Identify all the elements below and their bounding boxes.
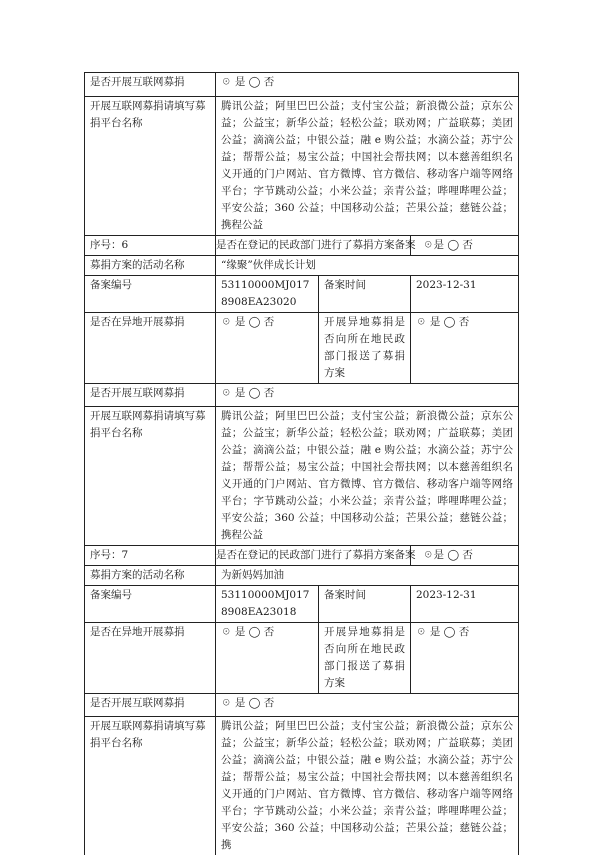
record-number-label: 备案编号 [85,586,216,623]
online-fundraising-label: 是否开展互联网募捐 [85,73,216,97]
record-time-value: 2023-12-31 [411,276,519,313]
platform-name-label: 开展互联网募捐请填写募捐平台名称 [85,717,216,855]
sequence-number: 序号：6 [85,236,216,256]
offsite-fundraising-value: ☉ 是 ◯ 否 [216,623,319,694]
record-number-value: 53110000MJ0178908EA23020 [216,276,319,313]
activity-name-value: 为新妈妈加油 [216,566,519,586]
online-fundraising-value: ☉ 是 ◯ 否 [216,73,519,97]
platform-name-label: 开展互联网募捐请填写募捐平台名称 [85,407,216,546]
platform-name-value: 腾讯公益；阿里巴巴公益；支付宝公益；新浪微公益；京东公益；公益宝；新华公益；轻松公益；联劝网；广益联募；美团公益；滴滴公益；中银公益；融 e 购公益；水滴公益；苏宁公益；帮帮公益；易宝公益；中国社会帮扶网；以本慈善组织名义开通的门户网站、官方微博、官方微信、移动客户端等网络平台；字节跳动公益；小米公益；亲青公益；哔哩哔哩公益；平安公益；360 公益；中国移动公益；芒果公益；慈链公益；携程公益 [216,407,519,546]
record-number-label: 备案编号 [85,276,216,313]
record-time-value: 2023-12-31 [411,586,519,623]
online-fundraising-label: 是否开展互联网募捐 [85,384,216,407]
activity-name-label: 募捐方案的活动名称 [85,566,216,586]
plan-filed-value: ☉是 ◯ 否 [411,546,519,566]
plan-filed-value: ☉是 ◯ 否 [411,236,519,256]
offsite-fundraising-value: ☉ 是 ◯ 否 [216,313,319,384]
record-time-label: 备案时间 [319,276,411,313]
platform-name-value: 腾讯公益；阿里巴巴公益；支付宝公益；新浪微公益；京东公益；公益宝；新华公益；轻松公益；联劝网；广益联募；美团公益；滴滴公益；中银公益；融 e 购公益；水滴公益；苏宁公益；帮帮公益；易宝公益；中国社会帮扶网；以本慈善组织名义开通的门户网站、官方微博、官方微信、移动客户端等网络平台；字节跳动公益；小米公益；亲青公益；哔哩哔哩公益；平安公益；360 公益；中国移动公益；芒果公益；慈链公益；携 [216,717,519,855]
plan-filed-question: 是否在登记的民政部门进行了募捐方案备案 [216,546,411,566]
offsite-fundraising-label: 是否在异地开展募捐 [85,313,216,384]
record-number-value: 53110000MJ0178908EA23018 [216,586,319,623]
offsite-report-label: 开展异地募捐是否向所在地民政部门报送了募捐方案 [319,313,411,384]
activity-name-value: “缘聚”伙伴成长计划 [216,256,519,276]
online-fundraising-value: ☉ 是 ◯ 否 [216,384,519,407]
offsite-fundraising-label: 是否在异地开展募捐 [85,623,216,694]
offsite-report-value: ☉ 是 ◯ 否 [411,313,519,384]
fundraising-plan-table [84,72,519,855]
sequence-number: 序号：7 [85,546,216,566]
offsite-report-value: ☉ 是 ◯ 否 [411,623,519,694]
offsite-report-label: 开展异地募捐是否向所在地民政部门报送了募捐方案 [319,623,411,694]
plan-filed-question: 是否在登记的民政部门进行了募捐方案备案 [216,236,411,256]
platform-name-value: 腾讯公益；阿里巴巴公益；支付宝公益；新浪微公益；京东公益；公益宝；新华公益；轻松公益；联劝网；广益联募；美团公益；滴滴公益；中银公益；融 e 购公益；水滴公益；苏宁公益；帮帮公益；易宝公益；中国社会帮扶网；以本慈善组织名义开通的门户网站、官方微博、官方微信、移动客户端等网络平台；字节跳动公益；小米公益；亲青公益；哔哩哔哩公益；平安公益；360 公益；中国移动公益；芒果公益；慈链公益；携程公益 [216,97,519,236]
platform-name-label: 开展互联网募捐请填写募捐平台名称 [85,97,216,236]
activity-name-label: 募捐方案的活动名称 [85,256,216,276]
online-fundraising-label: 是否开展互联网募捐 [85,694,216,717]
online-fundraising-value: ☉ 是 ◯ 否 [216,694,519,717]
record-time-label: 备案时间 [319,586,411,623]
